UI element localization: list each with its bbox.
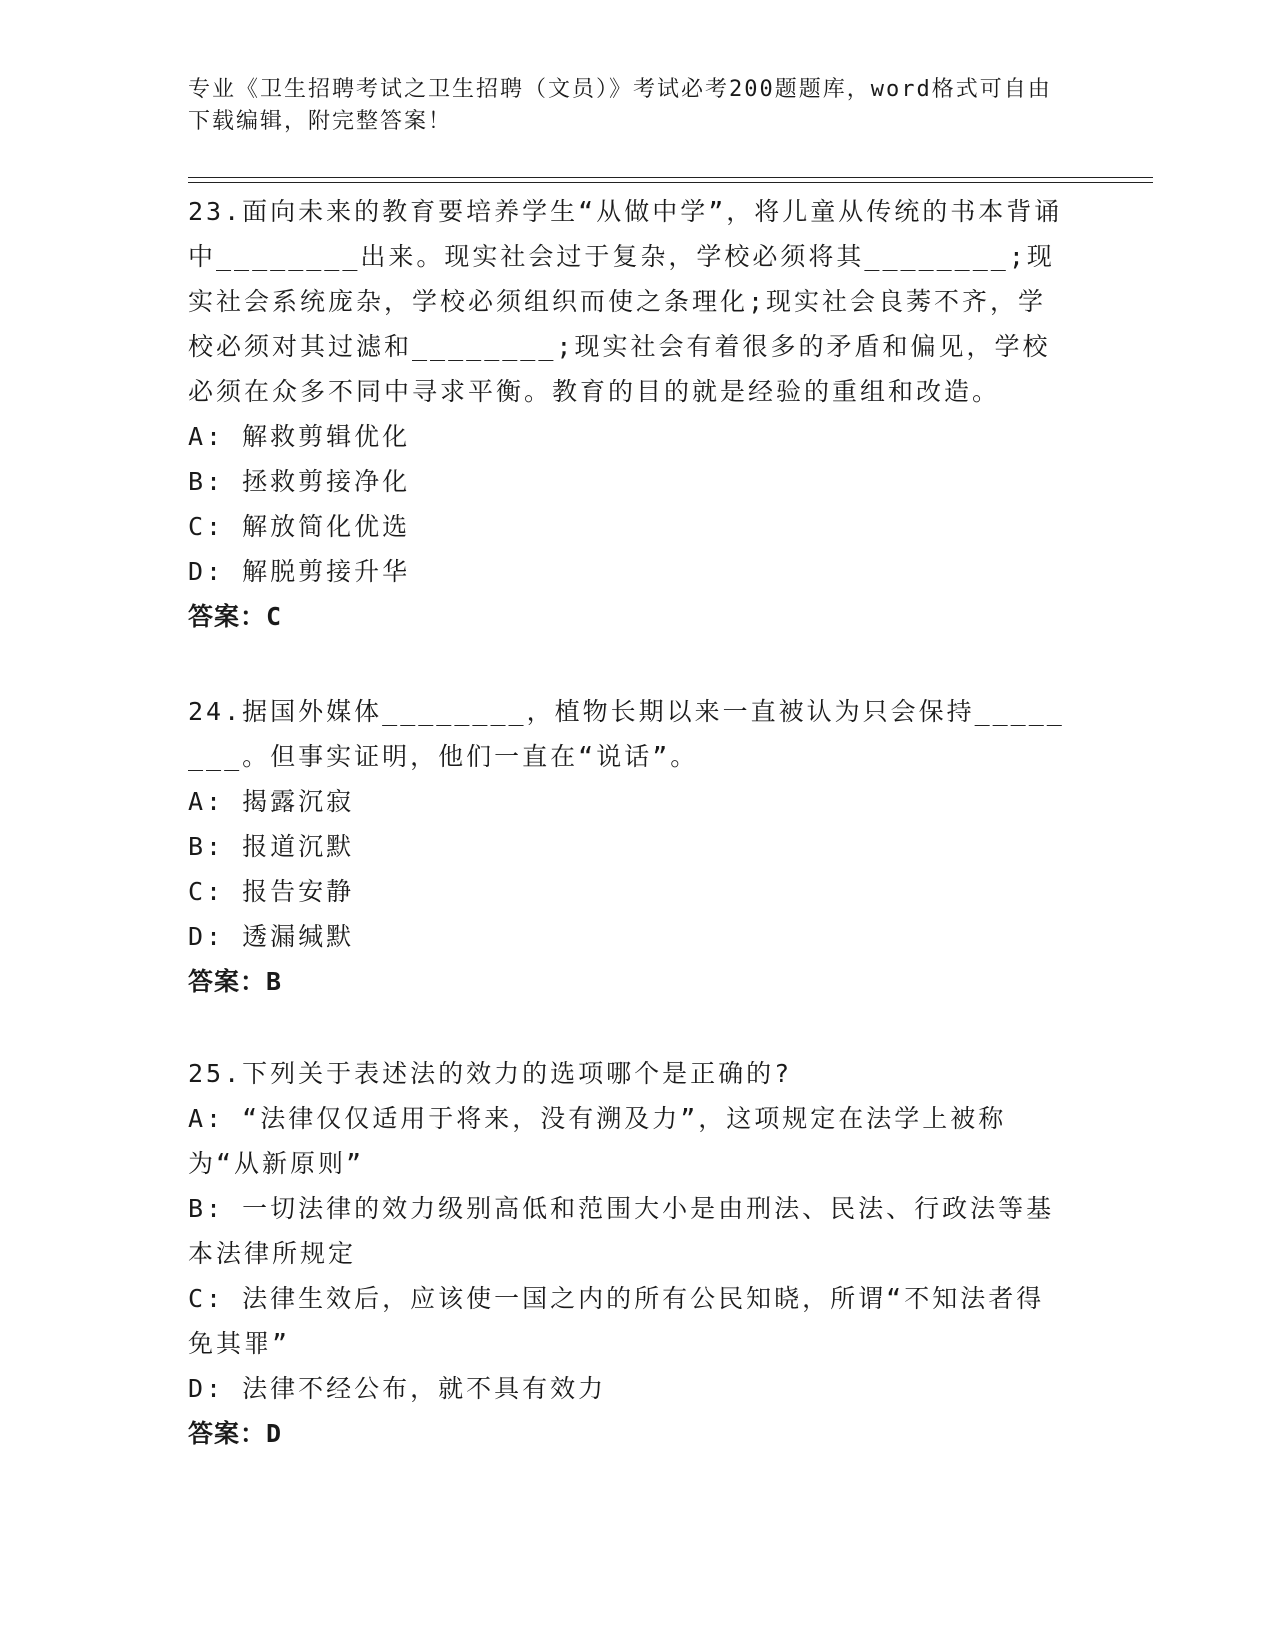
- header-divider-top: [188, 177, 1153, 178]
- option-b: B: 一切法律的效力级别高低和范围大小是由刑法、民法、行政法等基本法律所规定: [188, 1194, 1055, 1268]
- option-a: A: 揭露沉寂: [188, 787, 355, 816]
- question-text: 24.据国外媒体________，植物长期以来一直被认为只会保持________。但事实证明，他们一直在“说话”。: [188, 697, 1065, 771]
- answer: 答案：C: [188, 602, 283, 631]
- option-c: C: 法律生效后，应该使一国之内的所有公民知晓，所谓“不知法者得免其罪”: [188, 1284, 1045, 1358]
- option-d: D: 解脱剪接升华: [188, 557, 411, 586]
- option-d: D: 透漏缄默: [188, 922, 355, 951]
- option-d: D: 法律不经公布，就不具有效力: [188, 1374, 607, 1403]
- option-c: C: 报告安静: [188, 877, 355, 906]
- option-c: C: 解放简化优选: [188, 512, 411, 541]
- question-23: [188, 189, 1068, 639]
- question-text: 25.下列关于表述法的效力的选项哪个是正确的?: [188, 1059, 793, 1088]
- option-b: B: 报道沉默: [188, 832, 355, 861]
- option-a: A: “法律仅仅适用于将来，没有溯及力”，这项规定在法学上被称为“从新原则”: [188, 1104, 1007, 1178]
- option-a: A: 解救剪辑优化: [188, 422, 411, 451]
- answer: 答案：B: [188, 967, 283, 996]
- header-divider-bottom: [188, 182, 1153, 183]
- question-text: 23.面向未来的教育要培养学生“从做中学”，将儿童从传统的书本背诵中________出来。现实社会过于复杂，学校必须将其________;现实社会系统庞杂，学校必须组织而使之条理化;现实社会良莠不齐，学校必须对其过滤和________;现实社会有着很多的矛盾和偏见，学校必须在众多不同中寻求平衡。教育的目的就是经验的重组和改造。: [188, 197, 1063, 406]
- document-header: 专业《卫生招聘考试之卫生招聘（文员）》考试必考200题题库，word格式可自由下载编辑，附完整答案！: [188, 77, 1052, 134]
- question-25: [188, 1051, 1068, 1456]
- question-24: [188, 689, 1068, 1004]
- answer: 答案：D: [188, 1419, 283, 1448]
- option-b: B: 拯救剪接净化: [188, 467, 411, 496]
